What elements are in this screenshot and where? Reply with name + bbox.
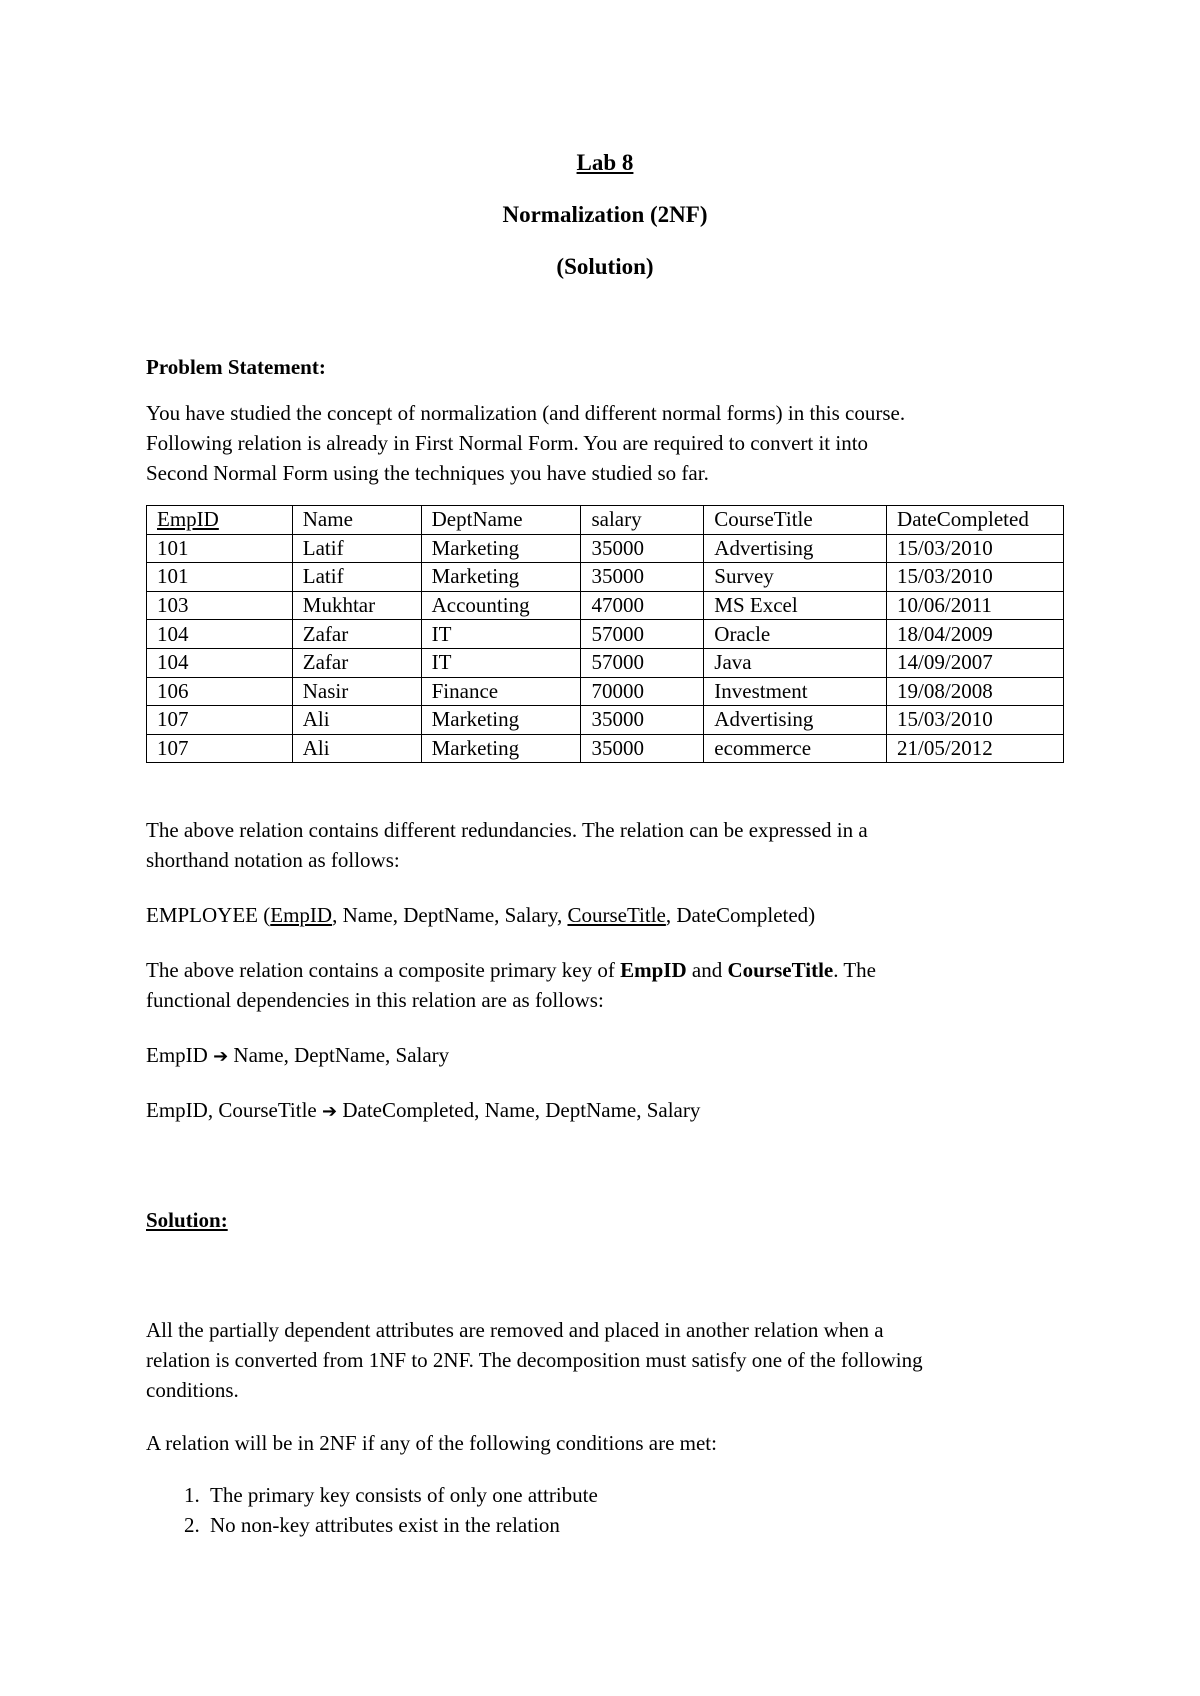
- table-cell: 21/05/2012: [887, 734, 1064, 763]
- table-cell: Latif: [292, 534, 421, 563]
- table-cell: 35000: [581, 734, 704, 763]
- table-row: [147, 734, 1064, 763]
- lab-title: Lab 8: [576, 150, 634, 175]
- table-cell: 35000: [581, 534, 704, 563]
- table-cell: 15/03/2010: [887, 534, 1064, 563]
- table-cell: Advertising: [704, 534, 887, 563]
- table-cell: 57000: [581, 620, 704, 649]
- table-cell: 18/04/2009: [887, 620, 1064, 649]
- list-item: [146, 1480, 598, 1510]
- table-cell: Zafar: [292, 620, 421, 649]
- list-item: [146, 1510, 598, 1540]
- fd1-right: Name, DeptName, Salary: [228, 1043, 450, 1067]
- composite-key-empid: EmpID: [620, 958, 687, 982]
- table-cell: Ali: [292, 706, 421, 735]
- column-header: DateCompleted: [887, 506, 1064, 535]
- list-text: No non-key attributes exist in the relation: [210, 1513, 560, 1537]
- table-cell: Latif: [292, 563, 421, 592]
- fd1-left: EmpID: [146, 1043, 214, 1067]
- column-header: DeptName: [421, 506, 581, 535]
- problem-heading: Problem Statement:: [146, 355, 326, 379]
- notation-key-empid: EmpID: [270, 903, 333, 927]
- composite-and: and: [686, 958, 728, 982]
- table-cell: Marketing: [421, 563, 581, 592]
- notation-mid: , Name, DeptName, Salary,: [332, 903, 568, 927]
- table-cell: 15/03/2010: [887, 563, 1064, 592]
- composite-pre: The above relation contains a composite primary key of: [146, 958, 621, 982]
- table-cell: 104: [147, 620, 293, 649]
- solution-heading: Solution:: [146, 1208, 228, 1232]
- table-row: [147, 706, 1064, 735]
- redundancy-line-1: The above relation contains different redundancies. The relation can be expressed in a: [146, 818, 868, 842]
- table-cell: Accounting: [421, 591, 581, 620]
- solution-para-line-2: relation is converted from 1NF to 2NF. The decomposition must satisfy one of the following: [146, 1348, 923, 1372]
- table-cell: 101: [147, 534, 293, 563]
- table-row: [147, 591, 1064, 620]
- table-cell: 15/03/2010: [887, 706, 1064, 735]
- list-number: 2.: [184, 1513, 200, 1537]
- table-row: [147, 677, 1064, 706]
- problem-line-3: Second Normal Form using the techniques you have studied so far.: [146, 461, 709, 485]
- table-cell: Survey: [704, 563, 887, 592]
- table-cell: IT: [421, 620, 581, 649]
- solution-para-line-3: conditions.: [146, 1378, 239, 1402]
- redundancy-line-2: shorthand notation as follows:: [146, 848, 400, 872]
- functional-dependency-2: [146, 1095, 700, 1127]
- conditions-list: [146, 1480, 598, 1540]
- table-cell: Oracle: [704, 620, 887, 649]
- column-header: Name: [292, 506, 421, 535]
- table-row: [147, 563, 1064, 592]
- notation-key-coursetitle: CourseTitle: [567, 903, 666, 927]
- employee-notation: [146, 900, 815, 930]
- table-cell: Advertising: [704, 706, 887, 735]
- functional-dependency-1: [146, 1040, 449, 1072]
- table-cell: ecommerce: [704, 734, 887, 763]
- solution-para-line-1: All the partially dependent attributes are removed and placed in another relation when a: [146, 1318, 884, 1342]
- table-cell: 35000: [581, 563, 704, 592]
- table-header-row: [147, 506, 1064, 535]
- table-cell: Marketing: [421, 734, 581, 763]
- table-cell: 70000: [581, 677, 704, 706]
- table-cell: 103: [147, 591, 293, 620]
- table-cell: 19/08/2008: [887, 677, 1064, 706]
- table-cell: Mukhtar: [292, 591, 421, 620]
- table-row: [147, 648, 1064, 677]
- table-cell: Java: [704, 648, 887, 677]
- notation-prefix: EMPLOYEE (: [146, 903, 271, 927]
- table-cell: Zafar: [292, 648, 421, 677]
- column-header: salary: [581, 506, 704, 535]
- table-cell: Nasir: [292, 677, 421, 706]
- table-cell: Investment: [704, 677, 887, 706]
- table-cell: MS Excel: [704, 591, 887, 620]
- table-cell: Ali: [292, 734, 421, 763]
- table-cell: Marketing: [421, 706, 581, 735]
- table-cell: IT: [421, 648, 581, 677]
- table-cell: 107: [147, 706, 293, 735]
- arrow-right-icon: ➔: [213, 1046, 229, 1067]
- table-cell: 57000: [581, 648, 704, 677]
- table-cell: 47000: [581, 591, 704, 620]
- subtitle: (Solution): [556, 254, 654, 279]
- table-cell: Marketing: [421, 534, 581, 563]
- list-number: 1.: [184, 1483, 200, 1507]
- topic-title: Normalization (2NF): [502, 202, 708, 227]
- composite-key-line-1: [146, 955, 876, 985]
- column-header: EmpID: [147, 506, 293, 535]
- composite-key-line-2: functional dependencies in this relation are as follows:: [146, 988, 604, 1012]
- table-row: [147, 620, 1064, 649]
- column-header: CourseTitle: [704, 506, 887, 535]
- list-text: The primary key consists of only one attribute: [210, 1483, 598, 1507]
- table-cell: 35000: [581, 706, 704, 735]
- table-cell: 106: [147, 677, 293, 706]
- fd2-left: EmpID, CourseTitle: [146, 1098, 322, 1122]
- condition-intro: A relation will be in 2NF if any of the following conditions are met:: [146, 1431, 717, 1455]
- table-cell: Finance: [421, 677, 581, 706]
- table-cell: 101: [147, 563, 293, 592]
- problem-line-1: You have studied the concept of normalization (and different normal forms) in this course.: [146, 401, 906, 425]
- arrow-right-icon: ➔: [321, 1101, 338, 1122]
- fd2-right: DateCompleted, Name, DeptName, Salary: [337, 1098, 701, 1122]
- composite-key-coursetitle: CourseTitle: [727, 958, 834, 982]
- problem-line-2: Following relation is already in First Normal Form. You are required to convert it into: [146, 431, 869, 455]
- table-cell: 107: [147, 734, 293, 763]
- table-cell: 10/06/2011: [887, 591, 1064, 620]
- employee-relation-table: [146, 505, 1064, 763]
- notation-suffix: , DateCompleted): [665, 903, 816, 927]
- table-cell: 104: [147, 648, 293, 677]
- table-row: [147, 534, 1064, 563]
- composite-post: . The: [833, 958, 877, 982]
- table-cell: 14/09/2007: [887, 648, 1064, 677]
